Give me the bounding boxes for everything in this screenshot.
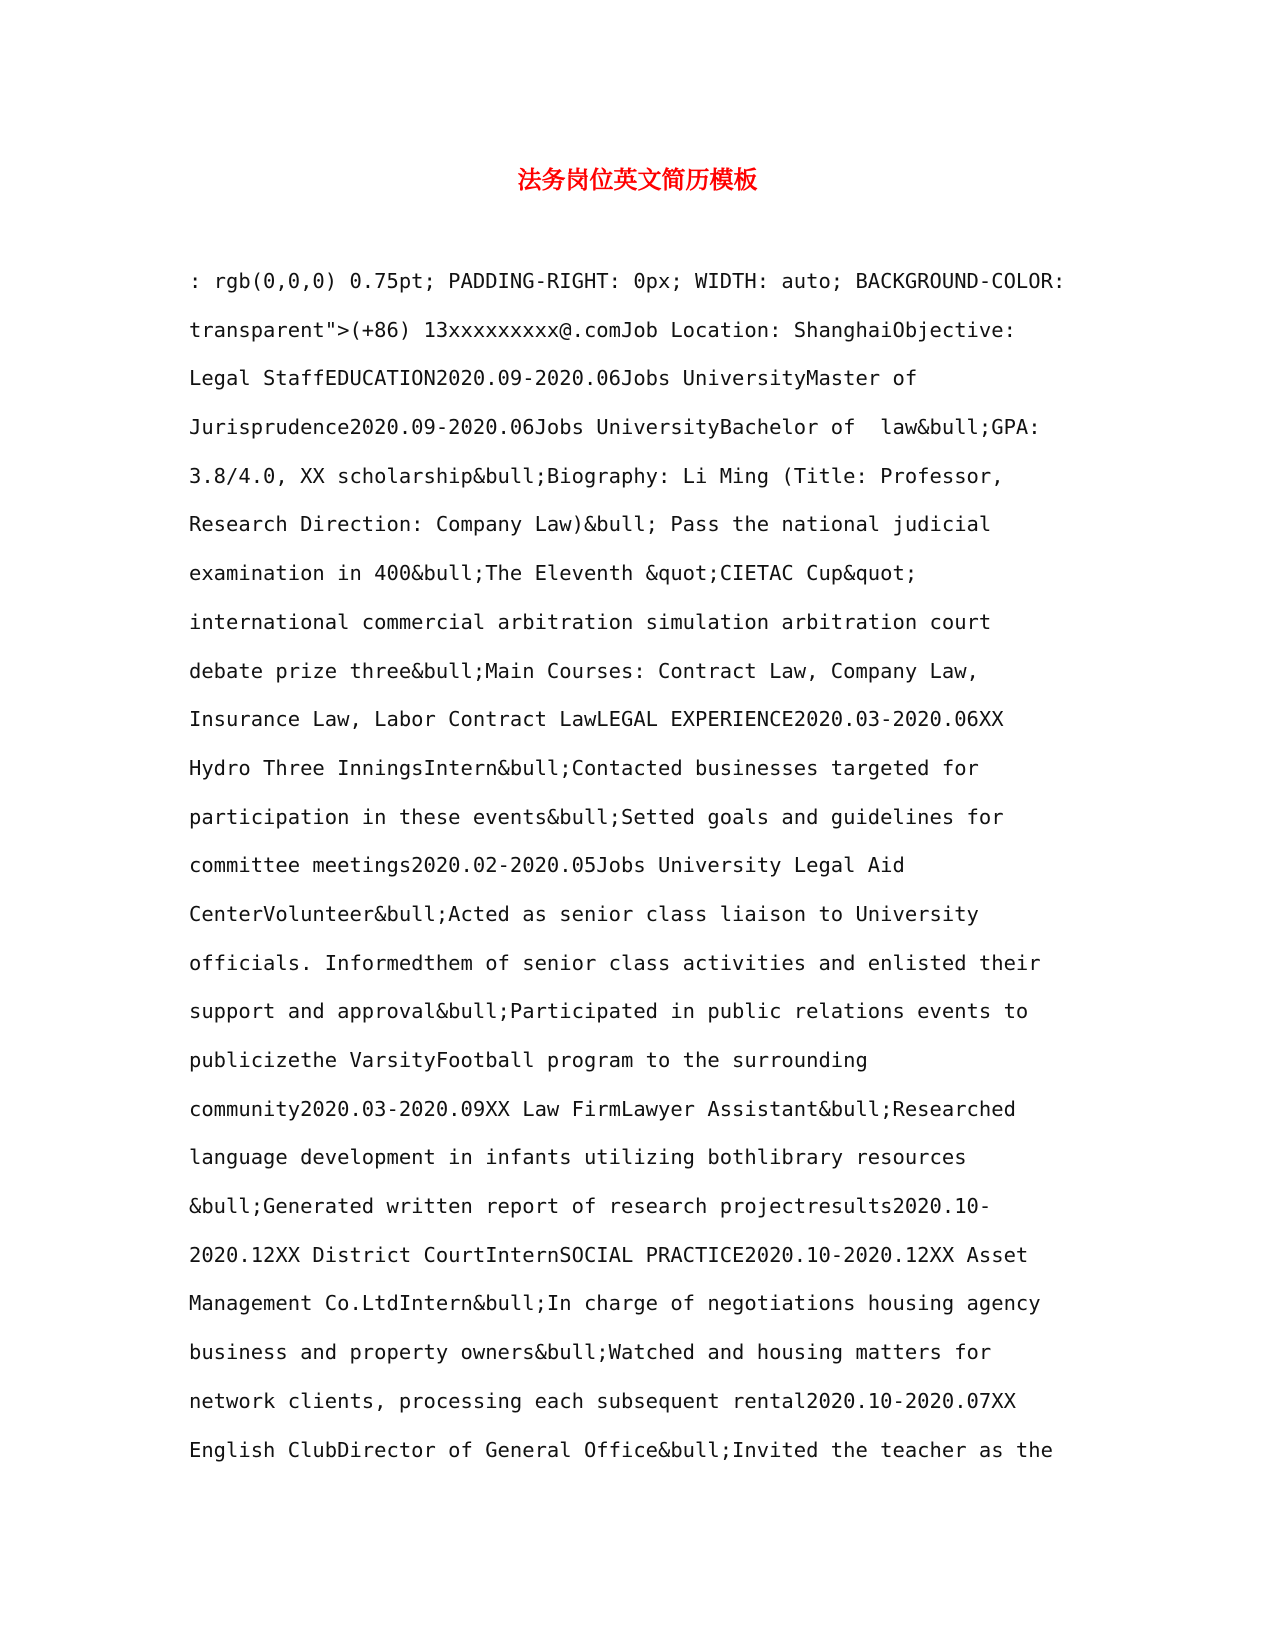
text-line-20: &bull;Generated written report of research projectresults2020.10-	[189, 1194, 992, 1219]
text-line-21: 2020.12XX District CourtInternSOCIAL PRACTICE2020.10-2020.12XX Asset	[189, 1242, 1029, 1267]
text-line-6: Research Direction: Company Law)&bull; Pass the national judicial	[189, 512, 992, 537]
text-line-1: : rgb(0,0,0) 0.75pt; PADDING-RIGHT: 0px; WIDTH: auto; BACKGROUND-COLOR:	[189, 269, 1066, 293]
text-line-15: officials. Informedthem of senior class activities and enlisted their	[189, 950, 1041, 975]
text-line-4: Jurisprudence2020.09-2020.06Jobs UniversityBachelor of law&bull;GPA:	[189, 415, 1041, 440]
text-line-11: Hydro Three InningsIntern&bull;Contacted businesses targeted for	[189, 755, 979, 780]
document-title: 法务岗位英文简历模板	[517, 165, 758, 194]
text-line-16: support and approval&bull;Participated in public relations events to	[189, 999, 1029, 1024]
text-line-9: debate prize three&bull;Main Courses: Contract Law, Company Law,	[189, 658, 979, 683]
text-line-13: committee meetings2020.02-2020.05Jobs University Legal Aid	[189, 853, 905, 878]
text-line-3: Legal StaffEDUCATION2020.09-2020.06Jobs UniversityMaster of	[189, 366, 918, 391]
text-line-12: participation in these events&bull;Setted goals and guidelines for	[189, 804, 1004, 829]
text-line-10: Insurance Law, Labor Contract LawLEGAL EXPERIENCE2020.03-2020.06XX	[189, 707, 1004, 732]
resume-body-text	[189, 257, 1089, 1474]
text-line-19: language development in infants utilizing bothlibrary resources	[189, 1145, 967, 1170]
text-line-7: examination in 400&bull;The Eleventh &quot;CIETAC Cup&quot;	[189, 561, 918, 586]
text-line-25: English ClubDirector of General Office&bull;Invited the teacher as the	[189, 1437, 1053, 1462]
text-line-24: network clients, processing each subsequent rental2020.10-2020.07XX	[189, 1388, 1016, 1413]
text-line-14: CenterVolunteer&bull;Acted as senior class liaison to University	[189, 901, 979, 926]
text-line-17: publicizethe VarsityFootball program to the surrounding	[189, 1048, 868, 1072]
text-line-22: Management Co.LtdIntern&bull;In charge of negotiations housing agency	[189, 1291, 1041, 1316]
text-line-8: international commercial arbitration simulation arbitration court	[189, 609, 992, 634]
text-line-18: community2020.03-2020.09XX Law FirmLawyer Assistant&bull;Researched	[189, 1096, 1016, 1121]
text-line-2: transparent">(+86) 13xxxxxxxxx@.comJob Location: ShanghaiObjective:	[189, 317, 1016, 342]
text-line-23: business and property owners&bull;Watched and housing matters for	[189, 1340, 992, 1365]
text-line-5: 3.8/4.0, XX scholarship&bull;Biography: Li Ming (Title: Professor,	[189, 463, 1004, 488]
